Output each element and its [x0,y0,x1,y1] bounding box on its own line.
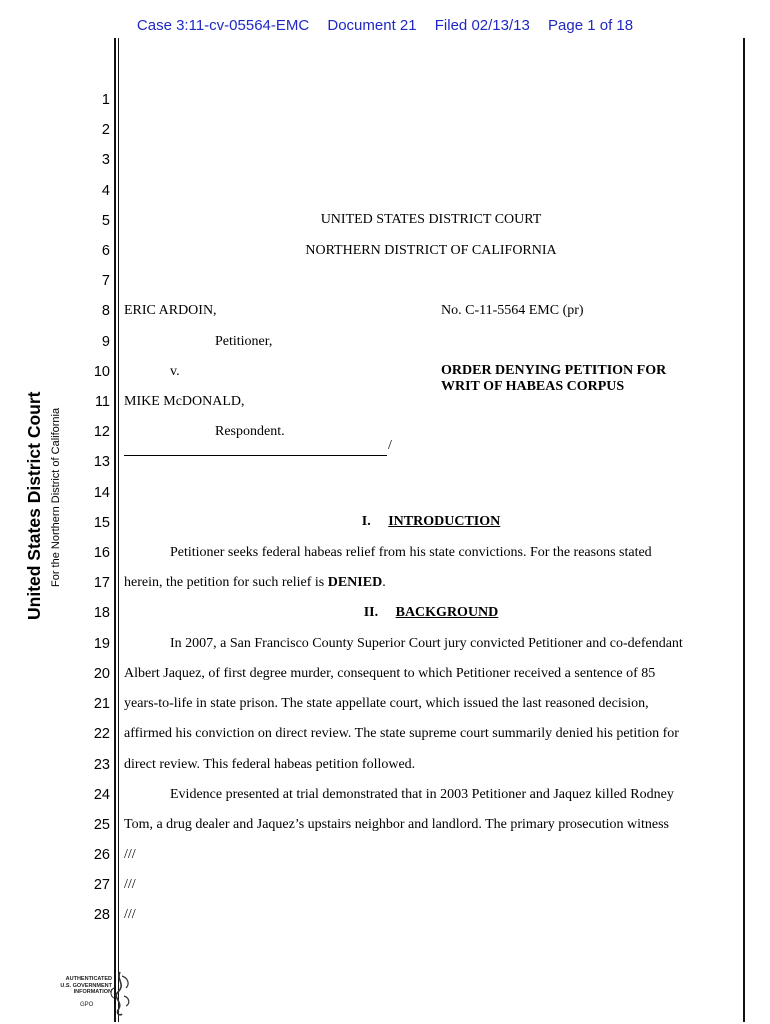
gpo-abbrev: GPO [80,1002,94,1008]
body-line-23: direct review. This federal habeas petition followed. [124,757,416,772]
line-number: 26 [93,847,110,863]
case-number-header: Case 3:11-cv-05564-EMC [136,17,310,34]
line-number: 9 [101,334,110,350]
line-number: 22 [93,726,110,742]
line-number: 18 [93,605,110,621]
line-number: 19 [93,636,110,652]
line-number: 10 [93,364,110,380]
line-number: 16 [93,545,110,561]
body-line-22: affirmed his conviction on direct review. The state supreme court summarily denied his petition for [124,726,679,741]
district-name: NORTHERN DISTRICT OF CALIFORNIA [305,243,557,258]
page-indicator: Page 1 of 18 [548,17,634,34]
line-number: 3 [101,152,110,168]
line-number: 7 [101,273,110,289]
line-number: 14 [93,485,110,501]
eagle-icon [106,970,136,1018]
section-number: I. [361,514,371,529]
body-line-26: /// [124,847,136,862]
gpo-authentication-logo [40,970,132,1018]
body-line-24: Evidence presented at trial demonstrated that in 2003 Petitioner and Jaquez killed Rodney [170,787,674,802]
line-number: 21 [93,696,110,712]
section-title: BACKGROUND [395,605,499,620]
body-line-20: Albert Jaquez, of first degree murder, consequent to which Petitioner received a sentence of 85 [124,666,656,681]
gpo-logo-text [40,976,112,996]
gpo-line-2: U.S. GOVERNMENT [60,982,112,989]
line-number: 25 [93,817,110,833]
left-margin-rule-inner [118,38,120,1022]
line-number: 6 [101,243,110,259]
left-margin-rule-outer [114,38,116,1022]
line-number: 27 [93,877,110,893]
line-number: 11 [94,394,110,410]
line-number: 2 [101,122,110,138]
body-line-17 [124,575,386,591]
caption-slash: / [388,438,392,453]
section-heading-background [124,605,738,621]
right-margin-rule [743,38,745,1022]
line-number: 1 [101,92,110,108]
body-line-17-end: . [382,575,386,590]
respondent-role: Respondent. [215,424,285,439]
body-line-27: /// [124,877,136,892]
line-number: 24 [93,787,110,803]
case-header [0,17,770,34]
line-number: 5 [101,213,110,229]
section-heading-introduction [124,514,738,530]
body-line-19: In 2007, a San Francisco County Superior Court jury convicted Petitioner and co-defendant [170,636,683,651]
denied-text: DENIED [327,575,383,590]
body-line-16: Petitioner seeks federal habeas relief from his state convictions. For the reasons stated [170,545,652,560]
court-sidebar-title: United States District Court [24,391,44,620]
respondent-name: MIKE McDONALD, [124,394,245,409]
filed-date: Filed 02/13/13 [434,17,530,34]
line-number: 12 [93,424,110,440]
case-number: No. C-11-5564 EMC (pr) [441,303,584,318]
line-number: 8 [101,303,110,319]
line-number: 23 [93,757,110,773]
line-number: 13 [93,454,110,470]
body-line-21: years-to-life in state prison. The state appellate court, which issued the last reasoned decision, [124,696,649,711]
court-name: UNITED STATES DISTRICT COURT [320,212,542,227]
line-number: 4 [101,183,110,199]
line-number: 20 [93,666,110,682]
court-sidebar [24,392,45,621]
line-number: 15 [93,515,110,531]
section-title: INTRODUCTION [388,514,501,529]
petitioner-role: Petitioner, [215,334,273,349]
line-number: 17 [93,575,110,591]
district-sidebar [50,408,62,587]
versus: v. [170,364,180,379]
gpo-line-1: AUTHENTICATED [65,976,112,982]
document-number: Document 21 [327,17,417,34]
order-title-line-2: WRIT OF HABEAS CORPUS [441,379,625,394]
line-number: 28 [93,907,110,923]
district-sidebar-text: For the Northern District of California [50,407,62,587]
body-line-17-text: herein, the petition for such relief is [124,575,328,590]
body-line-28: /// [124,907,136,922]
caption-rule [124,455,387,456]
petitioner-name: ERIC ARDOIN, [124,303,217,318]
section-number: II. [363,605,379,620]
order-title-line-1: ORDER DENYING PETITION FOR [441,363,667,378]
gpo-line-3: INFORMATION [73,989,112,995]
body-line-25: Tom, a drug dealer and Jaquez’s upstairs neighbor and landlord. The primary prosecution witness [124,817,670,832]
